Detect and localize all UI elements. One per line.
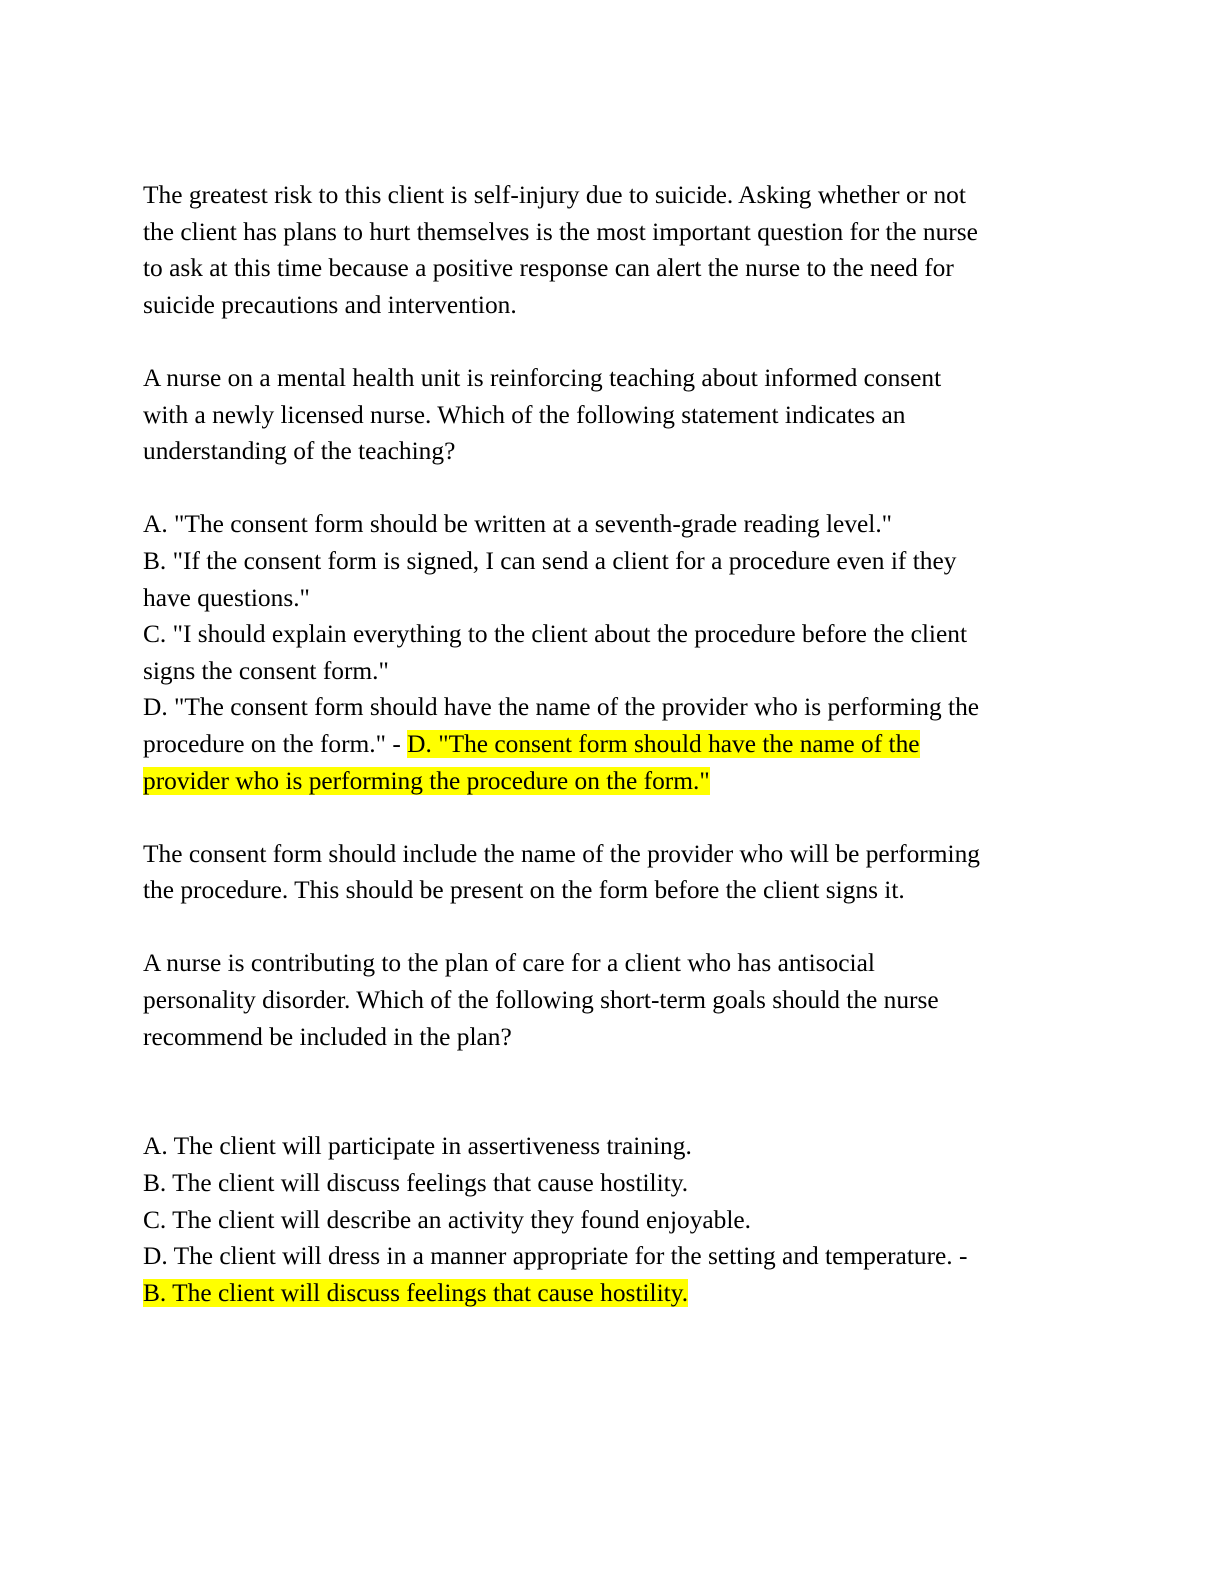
option-c: C. The client will describe an activity they found enjoyable. xyxy=(143,1205,752,1234)
paragraph-spacer xyxy=(143,323,1073,360)
option-d-continued-with-answer xyxy=(143,726,1073,763)
text-line: with a newly licensed nurse. Which of the following statement indicates an xyxy=(143,400,906,429)
text-line: A nurse is contributing to the plan of care for a client who has antisocial xyxy=(143,949,875,978)
question-2-stem xyxy=(143,360,1073,470)
option-b: B. The client will discuss feelings that cause hostility. xyxy=(143,1169,689,1198)
option-d: D. The client will dress in a manner appropriate for the setting and temperature. - xyxy=(143,1242,968,1271)
answer-line xyxy=(143,763,1073,800)
question-2-options xyxy=(143,506,1073,799)
option-b-continued: have questions." xyxy=(143,583,310,612)
document-page xyxy=(143,177,1073,1311)
option-c-continued: signs the consent form." xyxy=(143,656,389,685)
rationale-paragraph-1 xyxy=(143,177,1073,323)
option-a: A. "The consent form should be written at a seventh-grade reading level." xyxy=(143,510,893,539)
paragraph-spacer xyxy=(143,1055,1073,1128)
answer-line xyxy=(143,1275,1073,1312)
highlighted-answer: provider who is performing the procedure on the form." xyxy=(143,766,710,795)
text-line: The consent form should include the name of the provider who will be performing xyxy=(143,839,980,868)
text-line: to ask at this time because a positive response can alert the nurse to the need for xyxy=(143,254,954,283)
paragraph-spacer xyxy=(143,470,1073,507)
highlighted-answer: D. "The consent form should have the name of the xyxy=(407,729,920,758)
text-line: recommend be included in the plan? xyxy=(143,1022,512,1051)
text-line: the procedure. This should be present on the form before the client signs it. xyxy=(143,876,905,905)
option-d-continued: procedure on the form." - xyxy=(143,729,408,758)
text-line: understanding of the teaching? xyxy=(143,437,456,466)
text-line: A nurse on a mental health unit is reinforcing teaching about informed consent xyxy=(143,363,942,392)
option-d: D. "The consent form should have the name of the provider who is performing the xyxy=(143,693,980,722)
paragraph-spacer xyxy=(143,799,1073,836)
option-c: C. "I should explain everything to the client about the procedure before the client xyxy=(143,620,968,649)
question-3-options xyxy=(143,1128,1073,1311)
question-2-rationale xyxy=(143,836,1073,909)
highlighted-answer: B. The client will discuss feelings that cause hostility. xyxy=(143,1278,689,1307)
option-a: A. The client will participate in assertiveness training. xyxy=(143,1132,692,1161)
option-b: B. "If the consent form is signed, I can send a client for a procedure even if they xyxy=(143,546,957,575)
text-line: The greatest risk to this client is self-injury due to suicide. Asking whether or not xyxy=(143,181,966,209)
paragraph-spacer xyxy=(143,909,1073,946)
text-line: personality disorder. Which of the following short-term goals should the nurse xyxy=(143,986,939,1015)
question-3-stem xyxy=(143,945,1073,1055)
text-line: suicide precautions and intervention. xyxy=(143,290,517,319)
text-line: the client has plans to hurt themselves is the most important question for the nurse xyxy=(143,217,978,246)
